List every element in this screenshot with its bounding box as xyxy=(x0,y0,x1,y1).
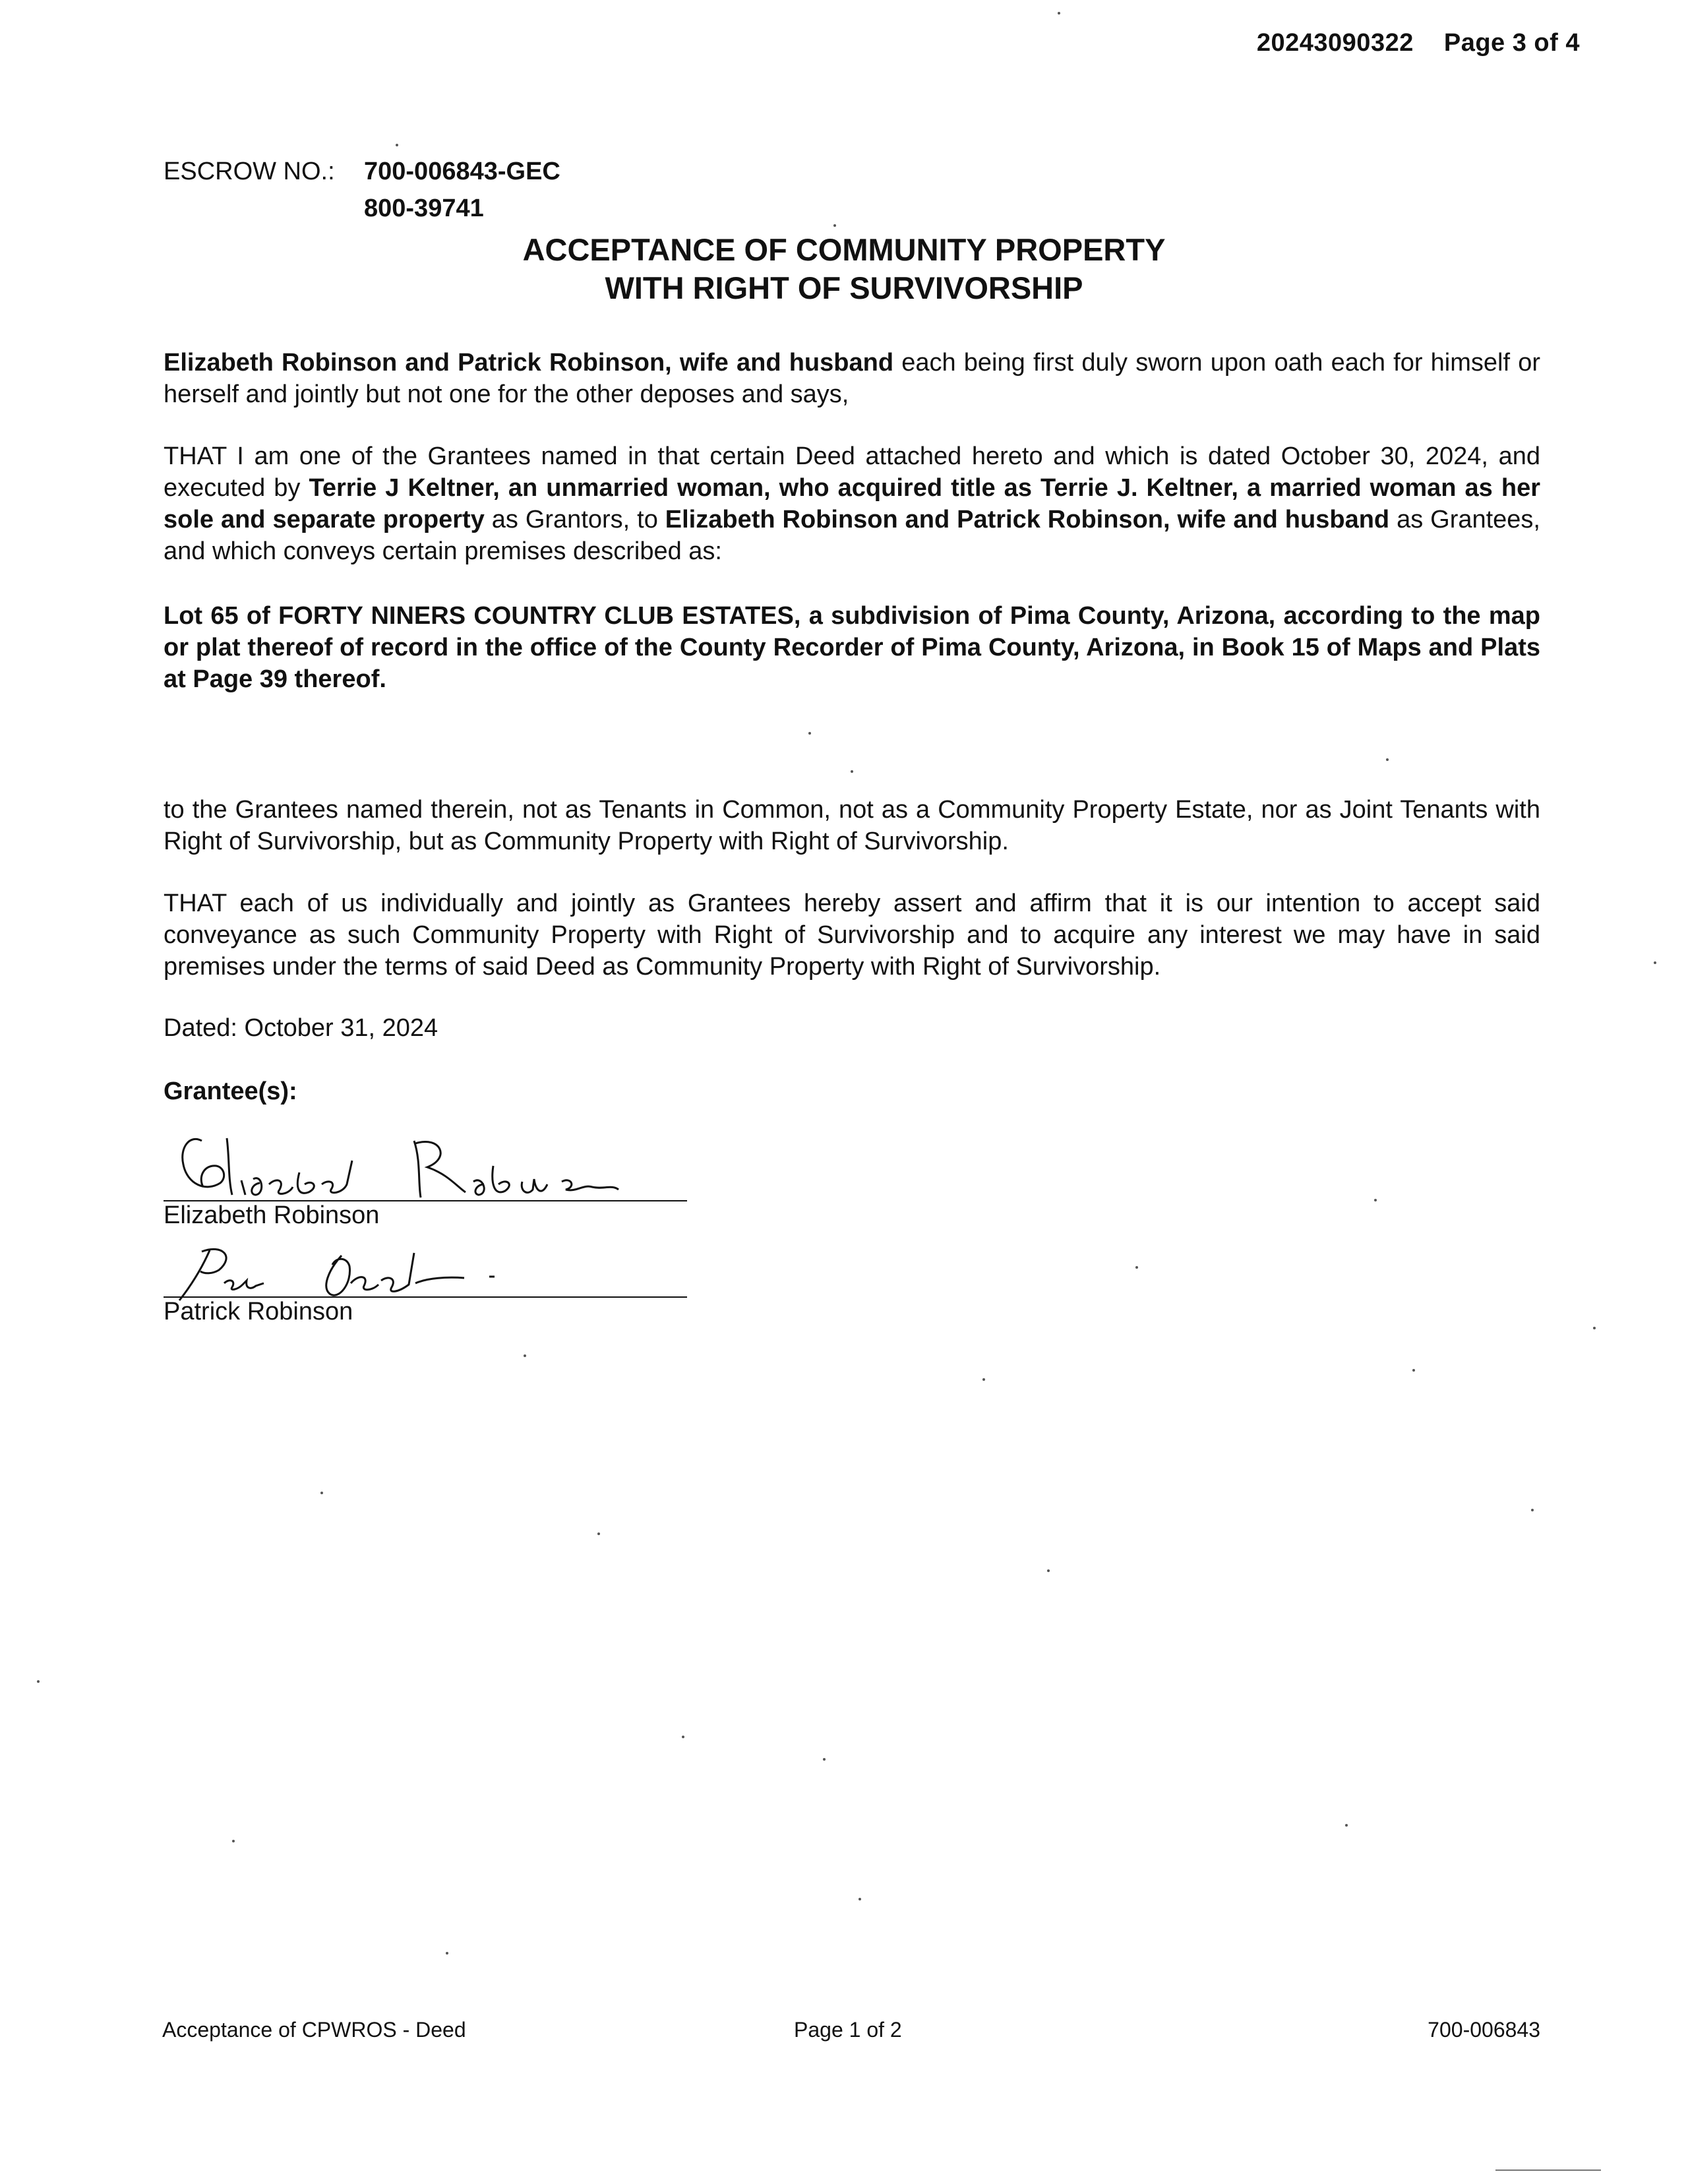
scan-speck xyxy=(1386,758,1389,761)
signer-name-2: Patrick Robinson xyxy=(164,1298,353,1325)
scan-speck xyxy=(1047,1569,1050,1572)
scan-speck xyxy=(808,732,811,735)
scan-speck xyxy=(851,770,853,773)
scan-speck xyxy=(859,1898,861,1900)
affiant-text: each being first duly sworn upon oath each for himself or herself and jointly but not one for the other deposes and says, xyxy=(164,349,1540,408)
scan-speck xyxy=(1412,1369,1415,1372)
scan-speck xyxy=(1593,1327,1596,1329)
scan-speck xyxy=(682,1736,684,1738)
scan-speck xyxy=(1654,961,1656,964)
grantee-names: Elizabeth Robinson and Patrick Robinson, wife and husband xyxy=(665,506,1390,533)
page-indicator: Page 3 of 4 xyxy=(1443,29,1580,57)
scan-speck xyxy=(524,1354,526,1357)
document-number: 20243090322 xyxy=(1256,29,1414,57)
signature-patrick-robinson xyxy=(164,1237,533,1303)
affiant-names: Elizabeth Robinson and Patrick Robinson, wife and husband xyxy=(164,349,894,377)
edge-mark xyxy=(1495,2169,1601,2171)
footer-page-number: Page 1 of 2 xyxy=(794,2018,902,2042)
signer-name-1: Elizabeth Robinson xyxy=(164,1201,380,1229)
escrow-block xyxy=(164,153,560,227)
scan-speck xyxy=(1531,1509,1534,1511)
scan-speck xyxy=(446,1952,448,1955)
scan-speck xyxy=(1374,1199,1377,1201)
scan-speck xyxy=(396,144,398,146)
grantees-label: Grantee(s): xyxy=(164,1077,297,1105)
scan-speck xyxy=(1345,1824,1348,1827)
deed-text-1: THAT I am one of the Grantees named in that certain Deed attached hereto and which is dated October 30, 2024, and executed by xyxy=(164,442,1540,502)
deed-text-2: as Grantors, to xyxy=(484,506,665,533)
scan-speck xyxy=(1058,12,1060,15)
recording-header xyxy=(1257,29,1580,57)
escrow-number-1: 700-006843-GEC xyxy=(364,158,560,185)
deed-text-3: as Grantees, and which conveys certain premises described as: xyxy=(164,506,1540,565)
scan-speck xyxy=(597,1532,600,1535)
scan-speck xyxy=(320,1492,323,1494)
scan-speck xyxy=(1135,1266,1138,1269)
title-line-2: WITH RIGHT OF SURVIVORSHIP xyxy=(605,270,1083,305)
scan-speck xyxy=(833,224,836,227)
scan-speck xyxy=(37,1680,40,1683)
document-title xyxy=(0,231,1688,307)
scan-speck xyxy=(982,1378,985,1381)
dated-line: Dated: October 31, 2024 xyxy=(164,1014,438,1042)
escrow-label: ESCROW NO.: xyxy=(164,158,335,185)
footer-document-type: Acceptance of CPWROS - Deed xyxy=(162,2018,466,2042)
title-line-1: ACCEPTANCE OF COMMUNITY PROPERTY xyxy=(522,232,1166,267)
tenancy-paragraph: to the Grantees named therein, not as Tenants in Common, not as a Community Property Estate, nor as Joint Tenants with Right of Survivorship, but as Community Property with Right of Survivorship. xyxy=(164,796,1540,855)
legal-description: Lot 65 of FORTY NINERS COUNTRY CLUB ESTATES, a subdivision of Pima County, Arizona, according to the map or plat thereof of record in the office of the County Recorder of Pima County, Arizona, in Book 15 of Maps and Plats at Page 39 thereof. xyxy=(164,602,1540,693)
signature-elizabeth-robinson xyxy=(164,1121,665,1207)
scan-speck xyxy=(232,1840,235,1842)
affiant-paragraph xyxy=(164,347,1540,410)
grantor-names: Terrie J Keltner, an unmarried woman, who acquired title as Terrie J. Keltner, a married woman as her sole and separate property xyxy=(164,474,1540,533)
escrow-number-2: 800-39741 xyxy=(364,195,484,222)
affirmation-paragraph: THAT each of us individually and jointly as Grantees hereby assert and affirm that it is our intention to accept said conveyance as such Community Property with Right of Survivorship and to acquire any interest we may have in said premises under the terms of said Deed as Community Property with Right of Survivorship. xyxy=(164,890,1540,981)
footer-escrow-number: 700-006843 xyxy=(1428,2018,1540,2042)
scan-speck xyxy=(823,1758,826,1761)
deed-reference-paragraph xyxy=(164,440,1540,567)
